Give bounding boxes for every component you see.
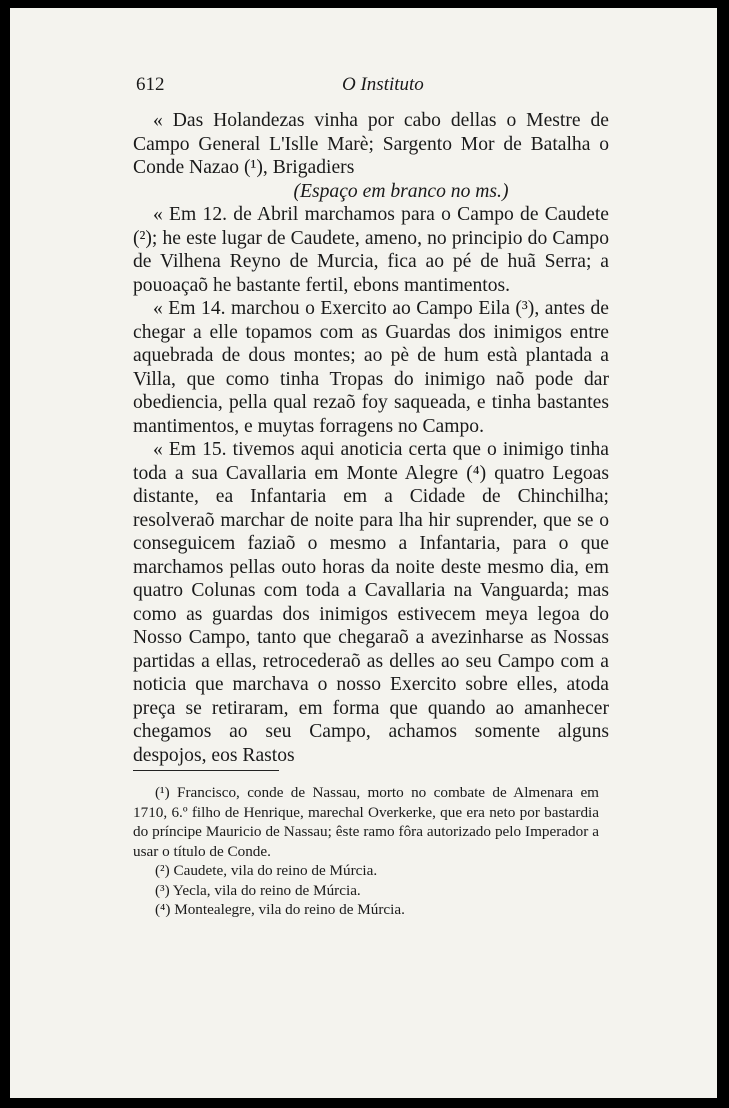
- footnote: (¹) Francisco, conde de Nassau, morto no combate de Almenara em 1710, 6.º filho de Henrique, marechal Overkerke, que era neto por bastardia do príncipe Mauricio de Nassau; êste ramo fôra autorizado pelo Imperador a usar o título de Conde.: [133, 784, 599, 860]
- paragraph: « Das Holandezas vinha por cabo dellas o Mestre de Campo General L'Islle Marè; Sargento Mor de Batalha o Conde Nazao (¹), Brigadiers: [133, 110, 609, 178]
- paragraph: « Em 12. de Abril marchamos para o Campo de Caudete (²); he este lugar de Caudete, ameno, no principio do Campo de Vilhena Reyno de Murcia, fica ao pé de huã Serra; a pouoaçaõ he bastante fertil, ebons mantimentos.: [133, 204, 609, 296]
- footnote: (³) Yecla, vila do reino de Múrcia.: [155, 881, 361, 899]
- page-number: 612: [136, 74, 165, 95]
- footnote: (²) Caudete, vila do reino de Múrcia.: [155, 862, 378, 879]
- body-text: [133, 109, 609, 767]
- editorial-note: (Espaço em branco no ms.): [293, 180, 509, 202]
- footnote: (⁴) Montealegre, vila do reino de Múrcia.: [155, 901, 405, 918]
- paragraph: « Em 14. marchou o Exercito ao Campo Eila (³), antes de chegar a elle topamos com as Guardas dos inimigos entre aquebrada de dous montes; ao pè de hum està plantada a Villa, que como tinha Tropas do inimigo naõ pode dar obediencia, pella qual rezaõ foy saqueada, e tinha bastantes mantimentos, e muytas forragens no Campo.: [133, 298, 609, 437]
- running-title: O Instituto: [342, 74, 424, 95]
- page-header: [136, 74, 616, 100]
- footnotes: [133, 783, 599, 920]
- paragraph: « Em 15. tivemos aqui anoticia certa que o inimigo tinha toda a sua Cavallaria em Monte Alegre (⁴) quatro Legoas distante, ea Infantaria em a Cidade de Chinchilha; resolveraõ marchar de noite para lha hir suprender, que se o conseguicem faziaõ o mesmo a Infantaria, para o que marchamos pellas outo horas da noite deste mesmo dia, em quatro Colunas com toda a Cavallaria na Vanguarda; mas como as guardas dos inimigos estivecem meya legoa do Nosso Campo, tanto que chegaraõ a avezinharse as Nossas partidas a ellas, retrocederaõ as delles ao seu Campo com a noticia que marchava o nosso Exercito sobre elles, atoda preça se retiraram, em forma que quando ao amanhecer chegamos ao seu Campo, achamos somente alguns despojos, eos Rastos: [133, 439, 609, 766]
- footnote-rule: [133, 770, 279, 771]
